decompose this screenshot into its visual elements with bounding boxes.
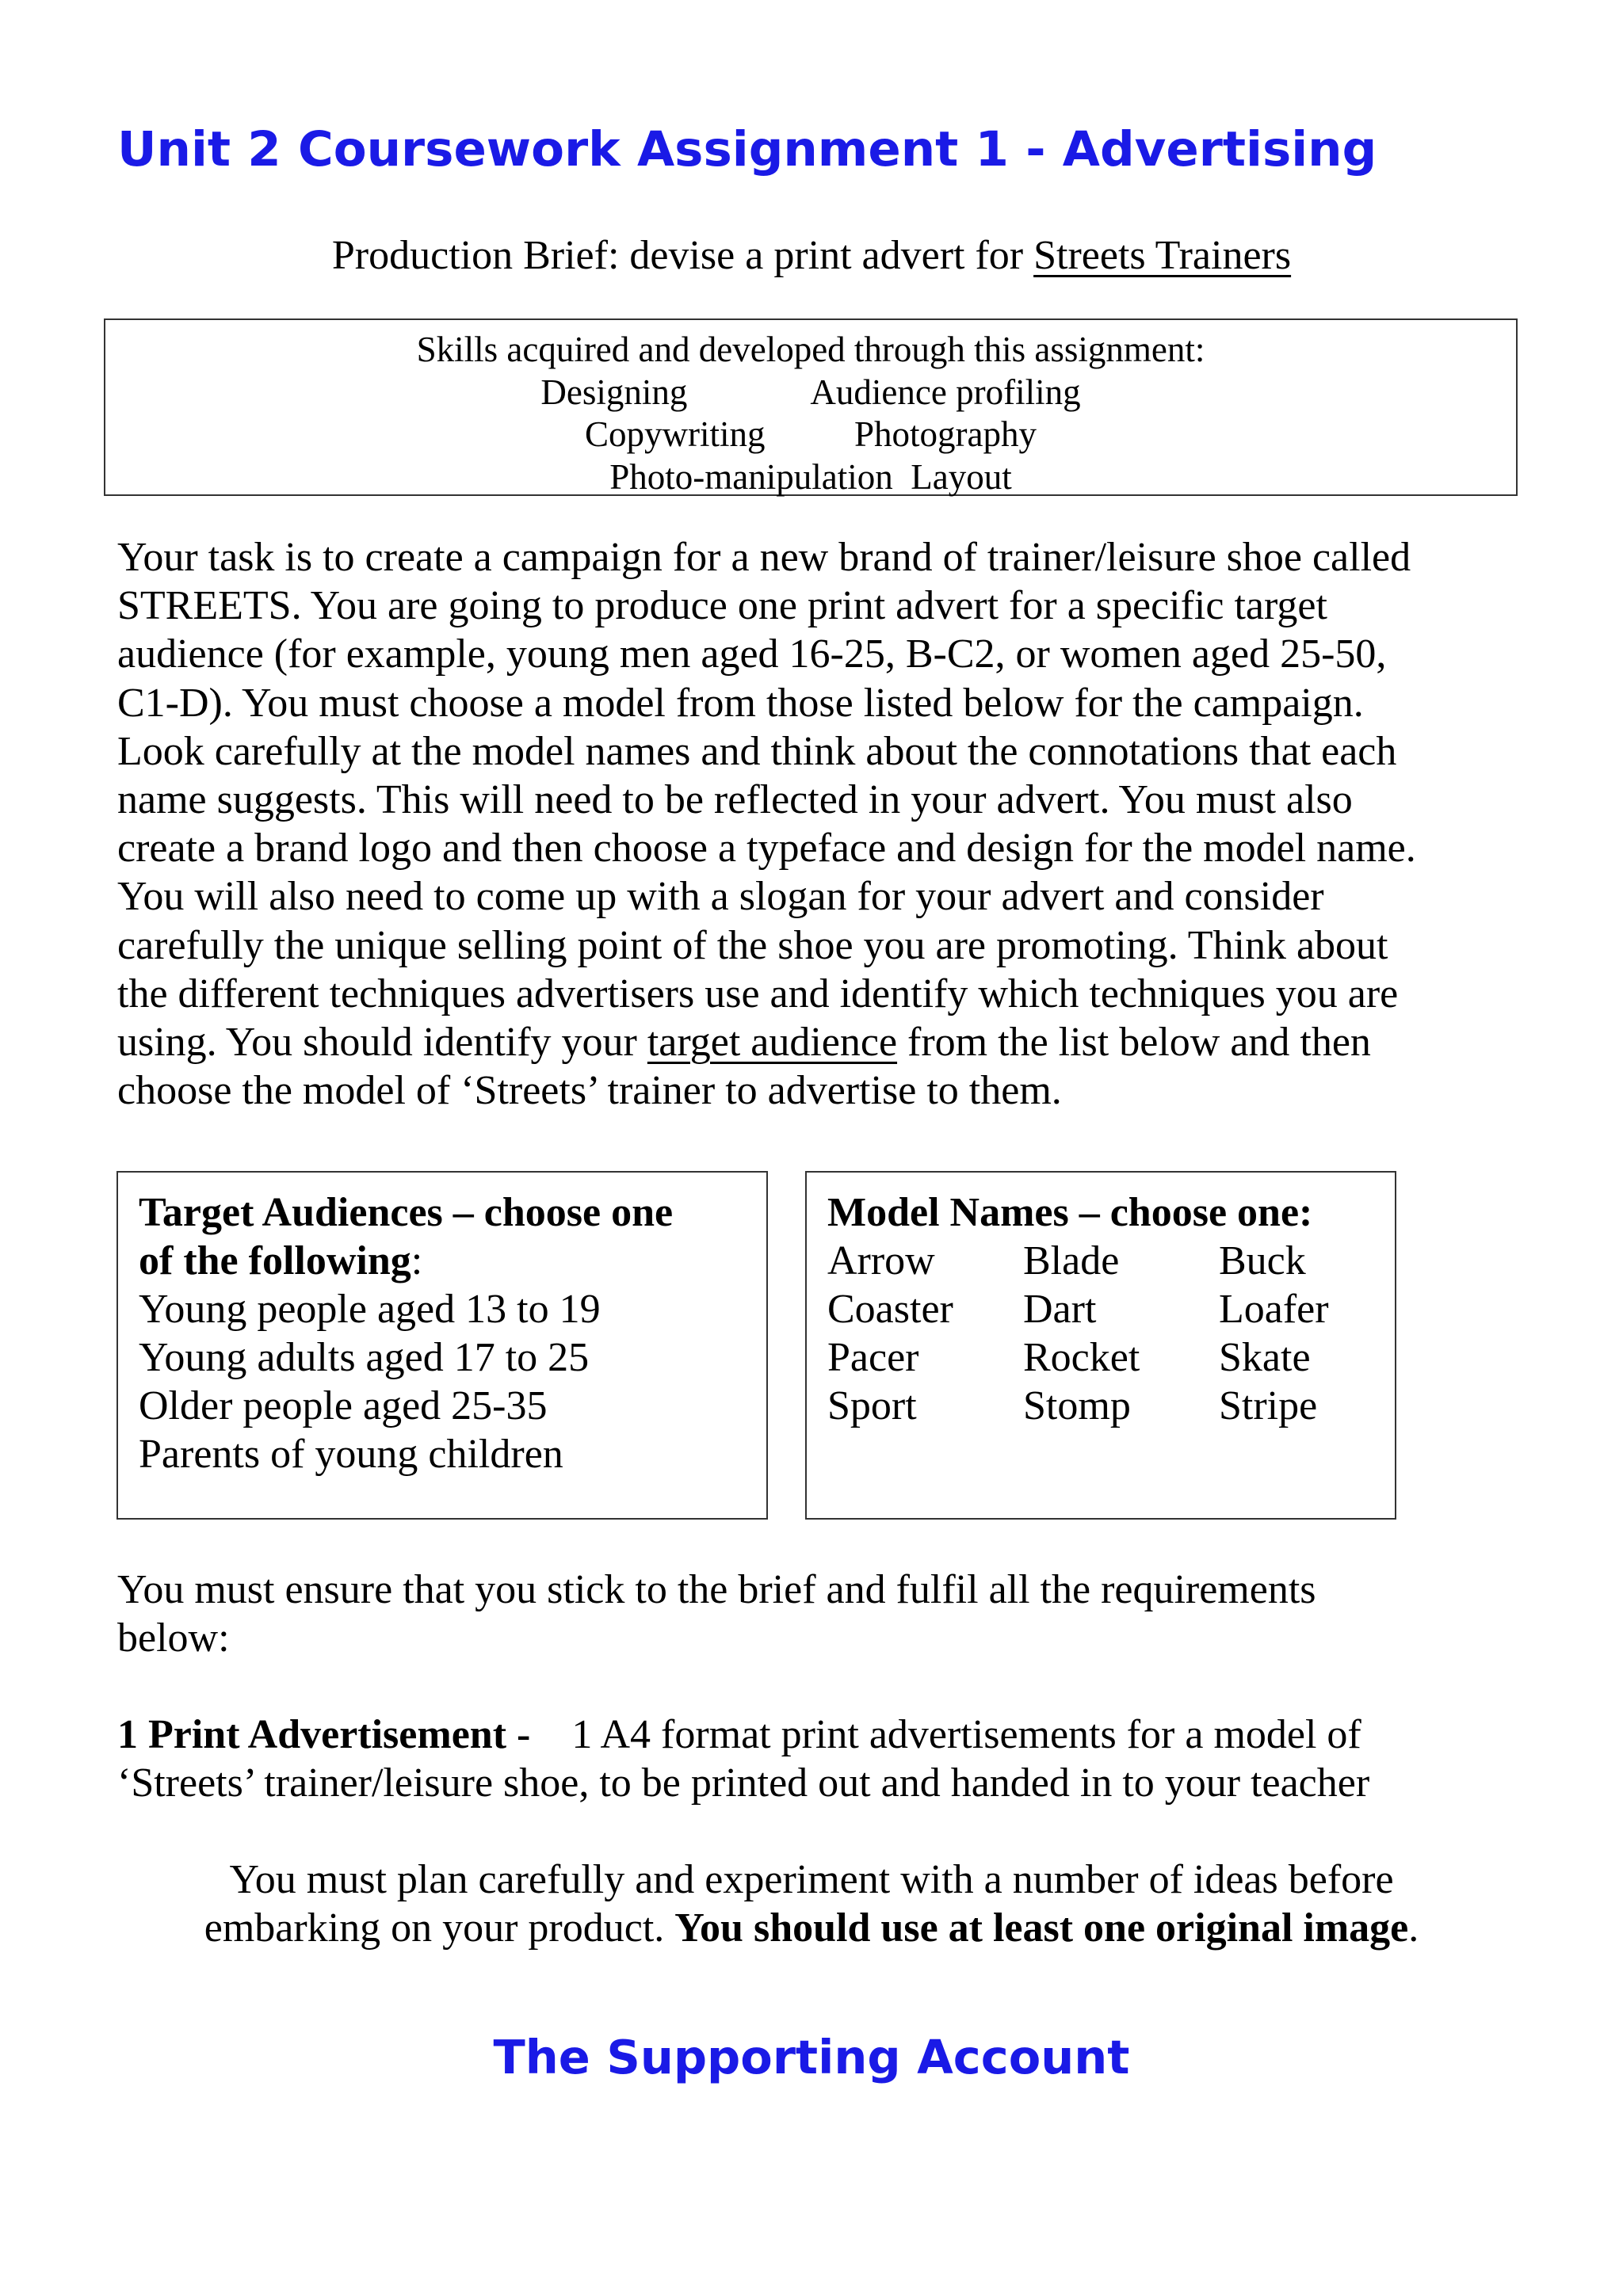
planning-note xyxy=(0,1855,1623,1952)
task-line: name suggests. This will need to be reflected in your advert. You must also xyxy=(117,777,1353,823)
task-text: from the list below and then xyxy=(897,1020,1371,1066)
task-line xyxy=(117,1018,1528,1066)
skills-row: Copywriting Photography xyxy=(585,414,1037,454)
model-name: Stomp xyxy=(1023,1383,1131,1428)
task-line: audience (for example, young men aged 16-25, B-C2, or women aged 25-50, xyxy=(117,631,1387,677)
requirements-text xyxy=(117,1566,1528,1662)
audience-item: Young adults aged 17 to 25 xyxy=(139,1335,590,1380)
audience-item: Young people aged 13 to 19 xyxy=(139,1287,601,1332)
print-ad-text: 1 A4 format print advertisements for a model of xyxy=(540,1712,1361,1757)
model-name: Skate xyxy=(1219,1335,1311,1380)
task-line: Look carefully at the model names and think about the connotations that each xyxy=(117,728,1397,774)
task-line: Your task is to create a campaign for a new brand of trainer/leisure shoe called xyxy=(117,535,1411,580)
requirements-line: You must ensure that you stick to the brief and fulfil all the requirements xyxy=(117,1567,1316,1612)
audience-item: Parents of young children xyxy=(139,1432,563,1477)
supporting-account-heading: The Supporting Account xyxy=(493,2030,1130,2084)
brief-prefix: Production Brief: devise a print advert for xyxy=(331,233,1034,278)
skills-heading: Skills acquired and developed through this assignment: xyxy=(416,330,1205,369)
model-name: Blade xyxy=(1023,1238,1120,1283)
task-line: STREETS. You are going to produce one print advert for a specific target xyxy=(117,583,1327,629)
print-ad-line: ‘Streets’ trainer/leisure shoe, to be printed out and handed in to your teacher xyxy=(117,1760,1370,1806)
skills-box xyxy=(104,318,1518,496)
target-audience-term: target audience xyxy=(647,1020,898,1066)
model-name: Stripe xyxy=(1219,1383,1318,1428)
models-heading-text: Model Names – choose one: xyxy=(827,1190,1313,1235)
model-name: Buck xyxy=(1219,1238,1306,1283)
model-names-grid xyxy=(827,1237,1395,1430)
models-heading xyxy=(827,1188,1395,1237)
task-line: You will also need to come up with a slogan for your advert and consider xyxy=(117,874,1324,920)
model-names-box xyxy=(805,1171,1396,1520)
task-line: the different techniques advertisers use and identify which techniques you are xyxy=(117,971,1399,1016)
audiences-heading-line: Target Audiences – choose one xyxy=(139,1190,674,1235)
audiences-heading-colon: : xyxy=(411,1238,423,1283)
plan-period: . xyxy=(1408,1905,1419,1951)
model-name: Coaster xyxy=(827,1287,953,1332)
task-line: create a brand logo and then choose a typeface and design for the model name. xyxy=(117,826,1416,871)
print-ad-label: 1 Print Advertisement - xyxy=(117,1712,541,1757)
model-name: Pacer xyxy=(827,1335,919,1380)
task-line: choose the model of ‘Streets’ trainer to advertise to them. xyxy=(117,1068,1062,1114)
plan-text: embarking on your product. xyxy=(204,1905,675,1951)
production-brief xyxy=(0,230,1623,282)
plan-line xyxy=(0,1904,1623,1952)
model-name: Sport xyxy=(827,1383,917,1428)
task-paragraph xyxy=(117,533,1528,1115)
requirements-line: below: xyxy=(117,1615,230,1661)
page-title: Unit 2 Coursework Assignment 1 - Advertising xyxy=(117,121,1377,177)
audience-item: Older people aged 25-35 xyxy=(139,1383,548,1428)
task-line: carefully the unique selling point of the shoe you are promoting. Think about xyxy=(117,922,1388,968)
audiences-heading xyxy=(139,1188,766,1237)
skills-row: Photo-manipulation Layout xyxy=(609,456,1012,497)
target-audiences-box xyxy=(116,1171,768,1520)
brief-product: Streets Trainers xyxy=(1033,233,1292,278)
print-advertisement-requirement xyxy=(117,1711,1369,1807)
original-image-requirement: You should use at least one original image xyxy=(674,1905,1409,1951)
audiences-heading-bold: of the following xyxy=(139,1238,411,1283)
print-ad-line xyxy=(117,1711,1369,1759)
model-name: Dart xyxy=(1023,1287,1097,1332)
model-name: Loafer xyxy=(1219,1287,1329,1332)
model-name: Rocket xyxy=(1023,1335,1140,1380)
audiences-heading-2 xyxy=(139,1237,766,1285)
task-line: C1-D). You must choose a model from those listed below for the campaign. xyxy=(117,680,1364,726)
skills-row: Designing Audience profiling xyxy=(540,372,1081,412)
plan-line: You must plan carefully and experiment with a number of ideas before xyxy=(229,1857,1394,1902)
model-name: Arrow xyxy=(827,1238,935,1283)
task-text: using. You should identify your xyxy=(117,1020,647,1066)
